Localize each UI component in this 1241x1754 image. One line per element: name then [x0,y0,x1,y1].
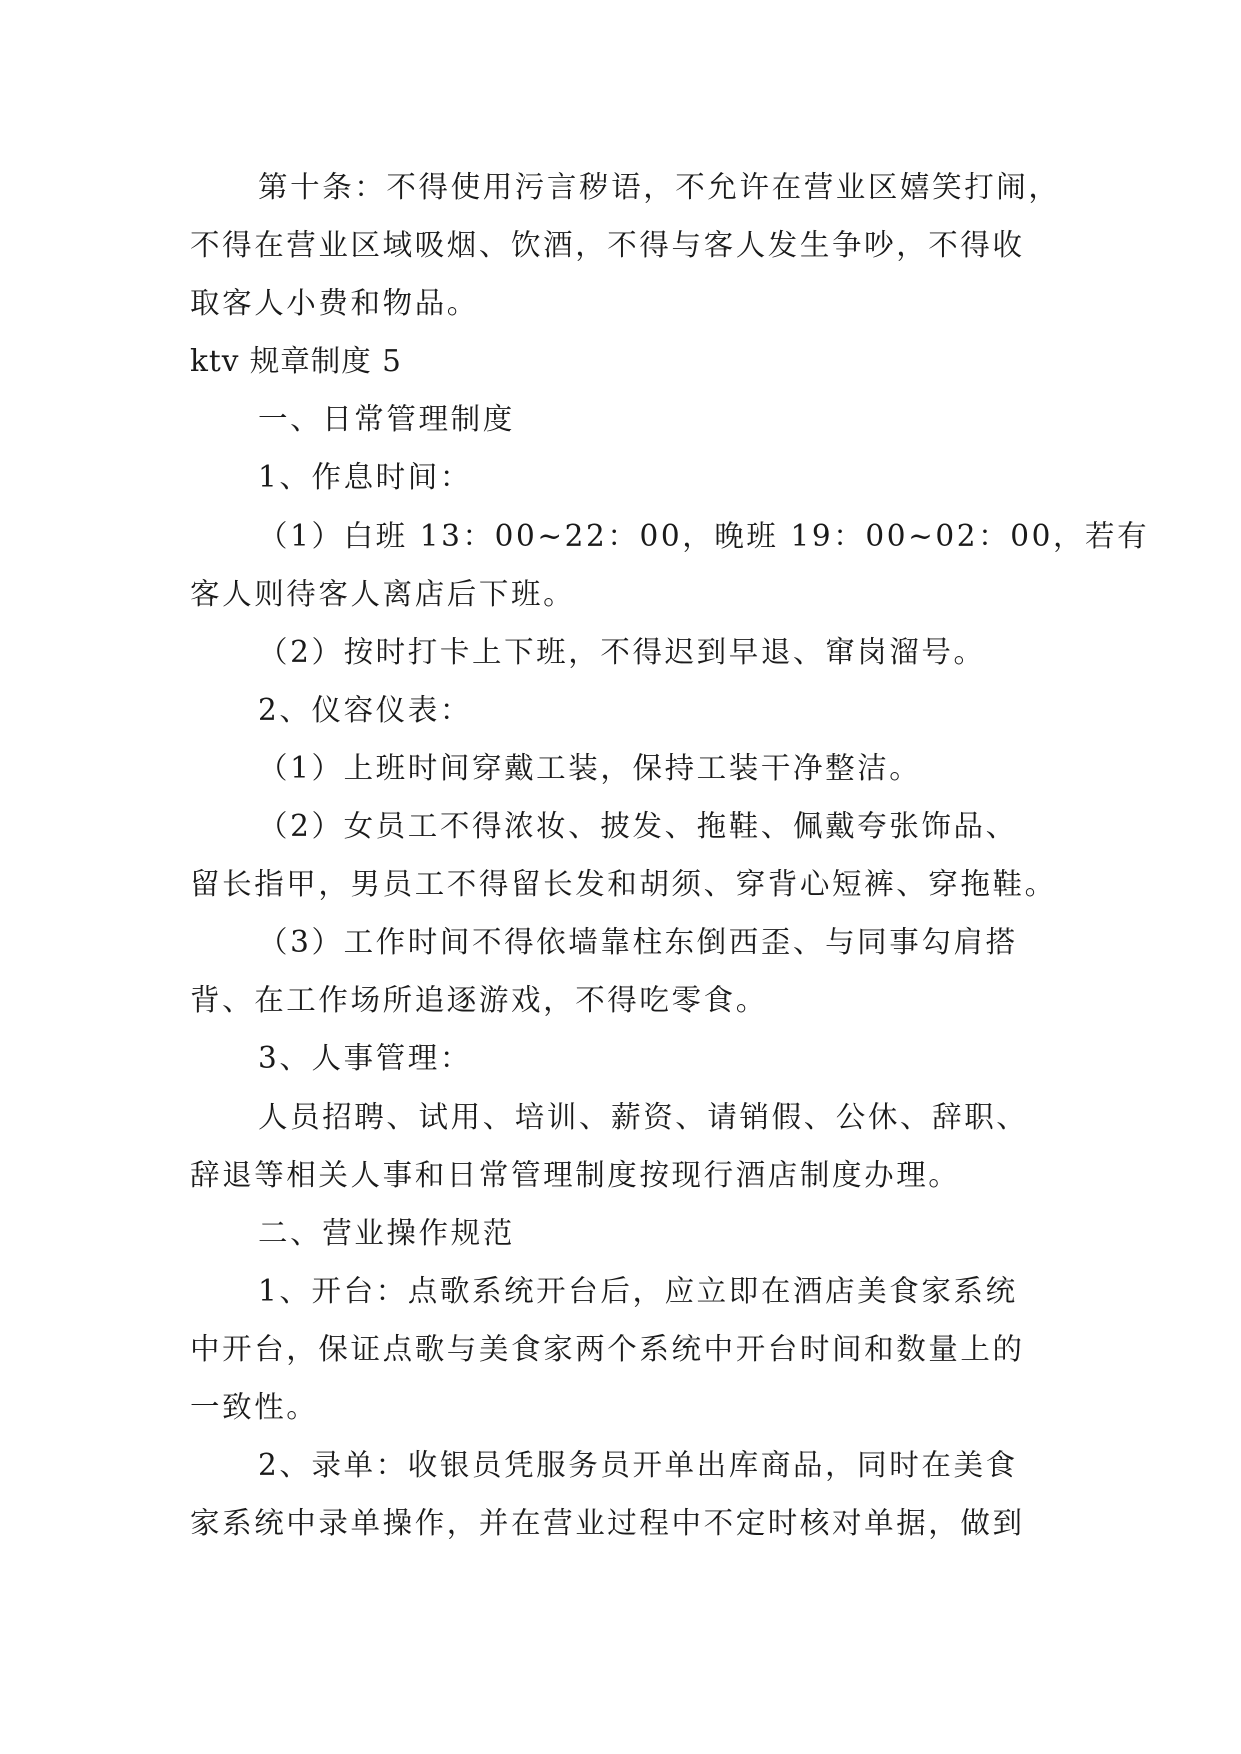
text-line: 辞退等相关人事和日常管理制度按现行酒店制度办理。 [190,1157,961,1192]
text-line: （1）白班 13：00~22：00，晚班 19：00~02：00，若有 [258,518,1150,553]
text-line: 1、开台：点歌系统开台后，应立即在酒店美食家系统 [258,1273,1018,1308]
text-line: 人员招聘、试用、培训、薪资、请销假、公休、辞职、 [258,1099,1029,1134]
text-line: （2）女员工不得浓妆、披发、拖鞋、佩戴夸张饰品、 [258,809,1018,844]
text-line: 二、营业操作规范 [258,1215,515,1250]
text-line: 2、仪容仪表： [258,692,472,727]
text-line: 客人则待客人离店后下班。 [190,576,576,611]
text-line: 取客人小费和物品。 [190,286,479,321]
text-line: 家系统中录单操作，并在营业过程中不定时核对单据，做到 [190,1506,1025,1541]
text-line: （2）按时打卡上下班，不得迟到早退、窜岗溜号。 [258,634,986,669]
text-line: 中开台，保证点歌与美食家两个系统中开台时间和数量上的 [190,1331,1025,1366]
text-line: （1）上班时间穿戴工装，保持工装干净整洁。 [258,750,922,785]
text-line: 1、作息时间： [258,460,472,495]
text-line: 留长指甲，男员工不得留长发和胡须、穿背心短裤、穿拖鞋。 [190,867,1057,902]
text-line: （3）工作时间不得依墙靠柱东倒西歪、与同事勾肩搭 [258,925,1018,960]
text-line: 2、录单：收银员凭服务员开单出库商品，同时在美食 [258,1448,1018,1483]
text-line: 一致性。 [190,1389,319,1424]
text-line: 第十条：不得使用污言秽语，不允许在营业区嬉笑打闹， [258,170,1061,204]
text-line: 背、在工作场所追逐游戏，不得吃零食。 [190,983,768,1018]
section-title: ktv 规章制度 5 [190,344,402,379]
text-line: 不得在营业区域吸烟、饮酒，不得与客人发生争吵，不得收 [190,228,1025,263]
document-body [190,158,1150,1552]
text-line: 3、人事管理： [258,1041,472,1076]
text-line: 一、日常管理制度 [258,402,515,437]
